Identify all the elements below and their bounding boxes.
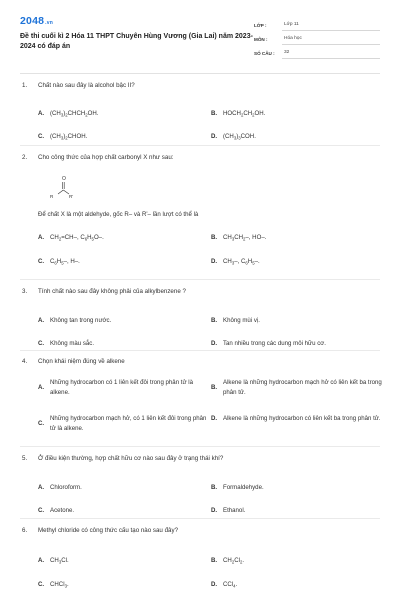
option-text: Không tan trong nước.	[50, 317, 112, 325]
question-4	[20, 358, 380, 366]
site-logo[interactable]	[20, 14, 53, 28]
option-text: Alkene là những hydrocarbon có liên kết ba trong phân tử.	[223, 415, 381, 422]
option-d[interactable]	[211, 507, 245, 515]
meta-value: Lớp 11	[282, 22, 380, 31]
question-divider	[20, 145, 380, 146]
option-b[interactable]	[211, 484, 264, 492]
option-letter: C.	[38, 133, 45, 141]
option-letter: A.	[38, 557, 45, 565]
option-a[interactable]	[38, 234, 104, 242]
option-text: $HOCH_2CH_2OH$.	[223, 110, 266, 118]
question-text: Chất nào sau đây là alcohol bậc II?	[38, 82, 135, 89]
carbonyl-structure-diagram	[50, 174, 106, 202]
option-letter: D.	[211, 507, 218, 515]
question-divider	[20, 446, 380, 447]
question-number: 6.	[22, 527, 28, 534]
option-letter: D.	[211, 133, 218, 141]
meta-value: Hóa học	[282, 36, 380, 45]
option-a[interactable]	[38, 317, 111, 325]
question-number: 2.	[22, 154, 28, 161]
option-text: Những hydrocarbon mạch hở, có 1 liên kết đôi trong phân tử là alkene.	[50, 415, 207, 432]
option-letter: C.	[38, 419, 45, 427]
option-text: $CH_3Cl$.	[50, 557, 69, 565]
option-text: $(CH_3)_2CHCH_2OH$.	[50, 110, 99, 118]
option-letter: A.	[38, 317, 45, 325]
option-letter: B.	[211, 234, 218, 241]
option-letter: A.	[38, 234, 45, 241]
option-letter: B.	[211, 383, 218, 391]
option-letter: D.	[211, 581, 218, 589]
option-letter: B.	[211, 484, 218, 492]
option-letter: A.	[38, 484, 45, 492]
option-text: Acetone.	[50, 507, 75, 515]
option-c[interactable]	[38, 133, 87, 141]
question-divider	[20, 279, 380, 280]
option-letter: D.	[211, 340, 218, 348]
option-a[interactable]	[38, 484, 82, 492]
option-b[interactable]	[211, 110, 265, 118]
option-text: $CH_3CH_2-$, HO–.	[223, 234, 267, 242]
logo-text: 2048	[20, 15, 45, 27]
option-text: Tan nhiều trong các dung môi hữu cơ.	[223, 340, 326, 348]
option-letter: D.	[211, 414, 218, 422]
option-text: CCl$_4$.	[223, 581, 238, 589]
question-6	[20, 527, 380, 589]
structure-r-right: R'	[69, 194, 74, 199]
option-c[interactable]	[38, 414, 210, 434]
question-text: Chọn khái niệm đúng về alkene	[38, 358, 125, 365]
option-letter: A.	[38, 383, 45, 391]
option-letter: B.	[211, 317, 218, 325]
logo-tld: .vn	[45, 20, 53, 26]
option-a[interactable]	[38, 378, 210, 398]
meta-count-row	[254, 45, 380, 59]
option-text: CHCl$_3$.	[50, 581, 69, 589]
option-text: Không mùi vị.	[223, 317, 260, 325]
option-text: $CH_3-$, $C_6H_5-$.	[223, 258, 260, 266]
option-a[interactable]	[38, 110, 99, 118]
meta-value: 32	[282, 50, 380, 59]
option-text: $CH_2Cl_2$.	[223, 557, 245, 565]
option-text: $C_6H_5-$, H–.	[50, 258, 80, 266]
option-b[interactable]	[211, 378, 383, 398]
option-text: Ethanol.	[223, 507, 246, 515]
meta-label: LỚP :	[254, 22, 267, 28]
option-letter: D.	[211, 258, 218, 265]
option-c[interactable]	[38, 581, 69, 589]
option-letter: C.	[38, 340, 45, 348]
option-b[interactable]	[211, 557, 244, 565]
question-5	[20, 455, 380, 515]
meta-class-row	[254, 17, 380, 31]
option-a[interactable]	[38, 557, 69, 565]
option-d[interactable]	[211, 258, 260, 266]
option-b[interactable]	[211, 317, 260, 325]
question-divider	[20, 518, 380, 519]
question-text: Methyl chloride có công thức cấu tạo nào sau đây?	[38, 527, 179, 534]
question-2	[20, 154, 380, 162]
option-letter: C.	[38, 258, 45, 265]
question-3	[20, 288, 380, 348]
question-number: 5.	[22, 455, 28, 462]
question-number: 3.	[22, 288, 28, 295]
meta-label: MÔN :	[254, 36, 268, 42]
option-d[interactable]	[211, 414, 383, 424]
option-text: $(CH_3)_3COH$.	[223, 133, 256, 141]
option-c[interactable]	[38, 258, 80, 266]
option-letter: C.	[38, 507, 45, 515]
question-number: 1.	[22, 82, 28, 89]
meta-label: SỐ CÂU :	[254, 50, 275, 56]
option-letter: A.	[38, 110, 45, 118]
option-text: $(CH_3)_2CHOH$.	[50, 133, 88, 141]
question-text: Ở điều kiện thường, hợp chất hữu cơ nào sau đây ở trạng thái khí?	[38, 455, 224, 462]
question-number: 4.	[22, 358, 28, 365]
structure-bond-left	[58, 190, 63, 194]
option-b[interactable]	[211, 234, 266, 242]
exam-meta	[254, 17, 380, 59]
option-d[interactable]	[211, 133, 256, 141]
page-header	[20, 14, 380, 64]
question-text: Cho công thức của hợp chất carbonyl X như sau:	[38, 154, 174, 161]
option-text: Formaldehyde.	[223, 484, 264, 492]
structure-r-left: R	[50, 194, 54, 199]
option-c[interactable]	[38, 507, 74, 515]
structure-oxygen: O	[62, 176, 66, 182]
meta-subject-row	[254, 31, 380, 45]
option-text: Không màu sắc.	[50, 340, 95, 348]
option-letter: C.	[38, 581, 45, 589]
question-1	[20, 82, 380, 141]
question-subtext: Để chất X là một aldehyde, gốc R– và R'– lần lượt có thể là	[38, 211, 199, 218]
question-text: Tính chất nào sau đây không phải của alkylbenzene ?	[38, 288, 186, 295]
option-text: Những hydrocarbon có 1 liên kết đôi trong phân tử là alkene.	[50, 379, 193, 396]
option-d[interactable]	[211, 340, 326, 348]
option-text: Chloroform.	[50, 484, 82, 492]
option-letter: B.	[211, 110, 218, 118]
option-c[interactable]	[38, 340, 94, 348]
document-title: Đề thi cuối kì 2 Hóa 11 THPT Chuyên Hùng Vương (Gia Lai) năm 2023-2024 có đáp án	[20, 33, 253, 50]
option-text: $CH_2=CH-$, $C_6H_5O-$.	[50, 234, 104, 242]
header-divider	[20, 73, 380, 74]
question-divider	[20, 350, 380, 351]
option-text: Alkene là những hydrocarbon mạch hở có liên kết ba trong phân tử.	[223, 379, 382, 396]
option-d[interactable]	[211, 581, 237, 589]
option-letter: B.	[211, 557, 218, 565]
